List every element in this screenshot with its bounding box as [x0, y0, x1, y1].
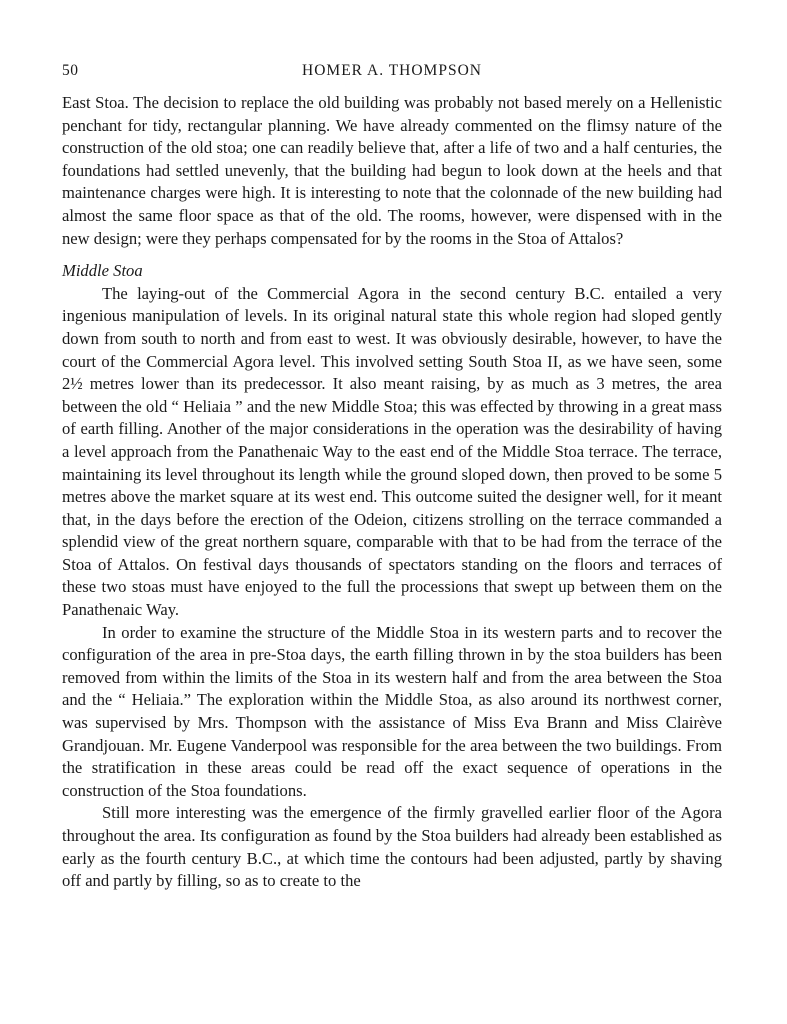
running-title: HOMER A. THOMPSON	[302, 62, 482, 79]
document-page	[62, 62, 722, 893]
paragraph-east-stoa: East Stoa. The decision to replace the old building was probably not based merely on a Hellenistic penchant for tidy, rectangular planning. We have already commented on the flimsy nature of the construction of the old stoa; one can readily believe that, after a life of two and a half centuries, the foundations had settled unevenly, that the building had begun to look down at the heels and that maintenance charges were high. It is interesting to note that the colonnade of the new building had almost the same floor space as that of the old. The rooms, however, were dispensed with in the new design; were they perhaps compensated for by the rooms in the Stoa of Attalos?	[62, 93, 722, 248]
body-text	[62, 92, 722, 893]
running-head	[62, 62, 722, 88]
page-number: 50	[62, 62, 79, 79]
section-heading-middle-stoa: Middle Stoa	[62, 261, 143, 281]
paragraph-gravelled-floor: Still more interesting was the emergence of the firmly gravelled earlier floor of the Agora throughout the area. Its configuration as found by the Stoa builders had already been established as early as the fourth century B.C., at which time the contours had been adjusted, partly by shaving off and partly by filling, so as to create to the	[62, 803, 722, 891]
paragraph-laying-out: The laying-out of the Commercial Agora in the second century B.C. entailed a very ingenious manipulation of levels. In its original natural state this whole region had sloped gently down from south to north and from east to west. It was obviously desirable, however, to have the court of the Commercial Agora level. This involved setting South Stoa II, as we have seen, some 2½ metres lower than its predecessor. It also meant raising, by as much as 3 metres, the area between the old “ Heliaia ” and the new Middle Stoa; this was effected by throwing in a great mass of earth filling. Another of the major considerations in the operation was the desirability of having a level approach from the Panathenaic Way to the east end of the Middle Stoa terrace. The terrace, maintaining its level throughout its length while the ground sloped down, then proved to be some 5 metres above the market square at its west end. This outcome suited the designer well, for it meant that, in the days before the erection of the Odeion, citizens strolling on the terrace commanded a splendid view of the great northern square, comparable with that to be had from the terrace of the Stoa of Attalos. On festival days thousands of spectators standing on the floors and terraces of these two stoas must have enjoyed to the full the processions that swept up between them on the Panathenaic Way.	[62, 283, 722, 620]
paragraph-examination: In order to examine the structure of the Middle Stoa in its western parts and to recover the configuration of the area in pre-Stoa days, the earth filling thrown in by the stoa builders has been removed from within the limits of the Stoa in its western half and from the area between the Stoa and the “ Heliaia.” The exploration within the Middle Stoa, as also around its northwest corner, was supervised by Mrs. Thompson with the assistance of Miss Eva Brann and Miss Clairève Grandjouan. Mr. Eugene Vanderpool was responsible for the area between the two buildings. From the stratification in these areas could be read off the exact sequence of operations in the construction of the Stoa foundations.	[62, 622, 722, 800]
